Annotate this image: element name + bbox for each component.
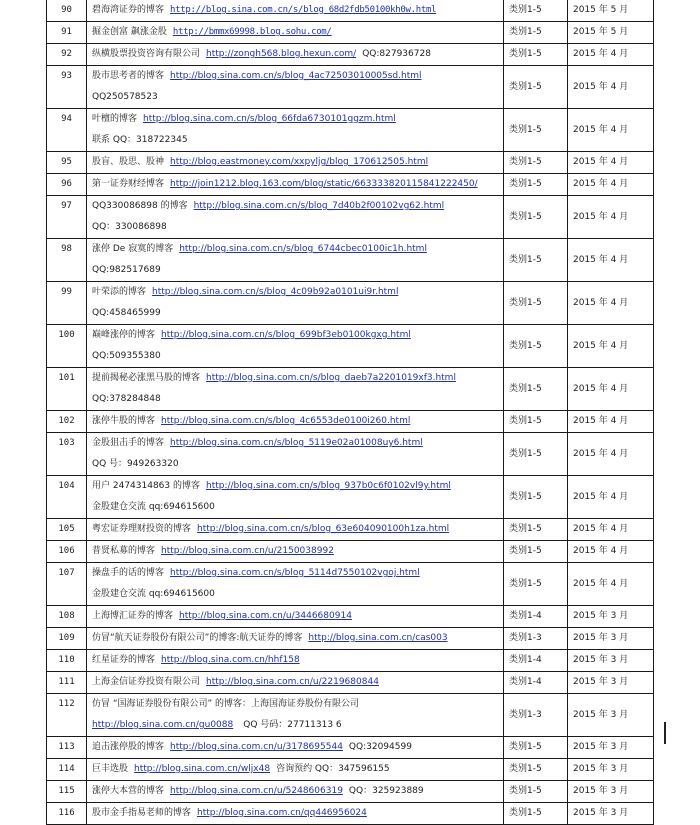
table-row [47,606,654,628]
entry-line-1 [92,239,503,260]
blog-link[interactable]: http://blog.sina.com.cn/hhf158 [161,655,300,665]
date: 2015 年 4 月 [568,476,654,519]
category: 类别1-5 [504,368,568,411]
category: 类别1-5 [504,174,568,196]
table-row [47,368,654,411]
blog-link[interactable]: http://blog.sina.com.cn/s/blog_5114d7550102vgoj.html [170,568,420,578]
date: 2015 年 3 月 [568,650,654,672]
blog-link[interactable]: http://blog.sina.com.cn/s/blog_4c09b92a0101ui9r.html [152,287,399,297]
category: 类别1-5 [504,781,568,803]
table-row [47,803,654,825]
entry-line-1 [92,433,503,454]
blog-link[interactable]: http://blog.sina.com.cn/s/blog_4c6553de0100i260.html [161,416,411,426]
blog-title: 仿冒“航天证券股份有限公司”的博客:航天证券的博客 [92,633,303,643]
blog-title: 叶荣添的博客 [92,287,147,297]
entry-line-1 [92,650,503,671]
blog-link[interactable]: http://blog.sina.com.cn/u/2150038992 [161,546,334,556]
blog-title: 掘金创富 飙涨金股 [92,27,167,37]
row-number: 102 [47,411,87,433]
blog-title: 提前揭秘必涨黑马股的博客 [92,373,201,383]
blog-title: 用户 2474314863 的博客 [92,481,200,491]
category: 类别1-5 [504,66,568,109]
blog-entry [87,239,504,282]
category: 类别1-5 [504,109,568,152]
category: 类别1-4 [504,606,568,628]
blog-title: 纵横股票投资咨询有限公司 [92,49,201,59]
blog-link[interactable]: http://zongh568.blog.hexun.com/ [206,49,357,59]
date: 2015 年 4 月 [568,109,654,152]
blog-link[interactable]: http://blog.sina.com.cn/s/blog_66fda6730101ggzm.html [143,114,396,124]
blog-link[interactable]: http://blog.sina.com.cn/u/2219680844 [206,677,379,687]
date: 2015 年 4 月 [568,66,654,109]
category: 类别1-3 [504,628,568,650]
category: 类别1-5 [504,325,568,368]
category: 类别1-5 [504,196,568,239]
blog-title: 股市思考者的博客 [92,71,165,81]
blog-entry [87,325,504,368]
table-row [47,694,654,737]
blog-entry [87,781,504,803]
table-row [47,44,654,66]
entry-line-2 [92,87,503,108]
contact-info: QQ250578523 [92,92,158,102]
entry-line-1 [92,737,503,758]
contact-info: QQ 号码：27711313 6 [243,720,342,730]
category: 类别1-5 [504,411,568,433]
entry-line-2 [92,454,503,475]
category: 类别1-5 [504,563,568,606]
table-row [47,152,654,174]
row-number: 115 [47,781,87,803]
blog-link[interactable]: http://blog.sina.com.cn/gu0088 [92,720,234,730]
blog-link[interactable]: http://blog.sina.com.cn/s/blog_68d2fdb50100kh0w.html [170,5,437,15]
row-number: 101 [47,368,87,411]
blog-entry [87,22,504,44]
blog-link[interactable]: http://blog.sina.com.cn/s/blog_63e604090100h1za.html [197,524,450,534]
blog-entry [87,563,504,606]
date: 2015 年 4 月 [568,563,654,606]
entry-line-2 [92,217,503,238]
category: 类别1-5 [504,737,568,759]
category: 类别1-5 [504,239,568,282]
entry-line-1 [92,672,503,693]
blog-entry [87,519,504,541]
blog-link[interactable]: http://blog.sina.com.cn/s/blog_daeb7a2201019xf3.html [206,373,456,383]
blog-link[interactable]: http://bmmx69998.blog.sohu.com/ [172,27,332,37]
entry-line-1 [92,152,503,173]
blog-entry [87,476,504,519]
blog-entry [87,66,504,109]
blog-link[interactable]: http://blog.sina.com.cn/cas003 [308,633,448,643]
blog-link[interactable]: http://blog.sina.com.cn/qq446956024 [197,808,367,818]
table-row [47,411,654,433]
row-number: 92 [47,44,87,66]
table-row [47,759,654,781]
blog-title: QQ330086898 的博客 [92,201,188,211]
row-number: 103 [47,433,87,476]
blog-title: 上海金信证券投资有限公司 [92,677,201,687]
blog-title: 普贤私募的博客 [92,546,156,556]
category: 类别1-3 [504,694,568,737]
entry-line-1 [92,22,503,43]
entry-line-2 [92,260,503,281]
row-number: 95 [47,152,87,174]
blog-entry [87,109,504,152]
contact-info: QQ:458465999 [92,308,161,318]
blog-title: 上海博汇证券的博客 [92,611,174,621]
entry-line-1 [92,694,503,715]
date: 2015 年 4 月 [568,239,654,282]
blog-entry [87,44,504,66]
entry-line-1 [92,109,503,130]
blog-link[interactable]: http://blog.sina.com.cn/s/blog_937b0c6f0102vl9y.html [205,481,451,491]
row-number: 110 [47,650,87,672]
row-number: 112 [47,694,87,737]
entry-line-1 [92,541,503,562]
entry-line-1 [92,411,503,432]
row-number: 93 [47,66,87,109]
row-number: 111 [47,672,87,694]
blog-entry [87,803,504,825]
table-row [47,0,654,22]
blog-title: 操盘手的话的博客 [92,568,165,578]
table-row [47,541,654,563]
date: 2015 年 3 月 [568,628,654,650]
category: 类别1-5 [504,282,568,325]
date: 2015 年 3 月 [568,781,654,803]
contact-info: QQ 号：949263320 [92,459,179,469]
row-number: 99 [47,282,87,325]
blog-list-table [46,0,654,825]
table-row [47,433,654,476]
blog-link[interactable]: http://blog.eastmoney.com/xxpyljg/blog_170612505.html [170,157,429,167]
entry-line-1 [92,325,503,346]
table-row [47,325,654,368]
blog-title: 第一证券财经博客 [92,179,165,189]
table-row [47,196,654,239]
row-number: 98 [47,239,87,282]
blog-entry [87,368,504,411]
blog-link[interactable]: http://blog.sina.com.cn/u/5248606319 [170,786,343,796]
table-row [47,239,654,282]
date: 2015 年 3 月 [568,694,654,737]
table-row [47,66,654,109]
table-row [47,519,654,541]
row-number: 106 [47,541,87,563]
date: 2015 年 3 月 [568,737,654,759]
date: 2015 年 4 月 [568,196,654,239]
entry-line-2 [92,584,503,605]
table-row [47,22,654,44]
entry-line-1 [92,174,503,195]
category: 类别1-5 [504,433,568,476]
blog-link[interactable]: http://blog.sina.com.cn/u/3446680914 [179,611,352,621]
blog-entry [87,174,504,196]
category: 类别1-5 [504,476,568,519]
blog-entry [87,628,504,650]
blog-link[interactable]: http://blog.sina.com.cn/s/blog_7d40b2f00102vg62.html [193,201,445,211]
category: 类别1-5 [504,22,568,44]
blog-title: 股盲、股思、股神 [92,157,165,167]
row-number: 100 [47,325,87,368]
category: 类别1-5 [504,0,568,22]
row-number: 109 [47,628,87,650]
blog-entry [87,152,504,174]
entry-line-1 [92,606,503,627]
blog-entry [87,737,504,759]
date: 2015 年 3 月 [568,803,654,825]
date: 2015 年 4 月 [568,325,654,368]
blog-entry [87,759,504,781]
blog-title: 涨停 De 寂寞的博客 [92,244,174,254]
table-row [47,282,654,325]
table-body [47,0,654,825]
table-row [47,628,654,650]
table-row [47,672,654,694]
blog-entry [87,541,504,563]
blog-link[interactable]: http://blog.sina.com.cn/u/3178695544 [170,742,343,752]
entry-line-2 [92,389,503,410]
category: 类别1-5 [504,152,568,174]
contact-info: 联系 QQ：318722345 [92,135,188,145]
blog-link[interactable]: http://blog.sina.com.cn/s/blog_4ac72503010005sd.html [170,71,422,81]
contact-info: QQ:982517689 [92,265,161,275]
entry-line-2 [92,497,503,518]
row-number: 107 [47,563,87,606]
blog-title: 金股狙击手的博客 [92,438,165,448]
contact-info: QQ:32094599 [348,742,412,752]
row-number: 105 [47,519,87,541]
date: 2015 年 4 月 [568,368,654,411]
date: 2015 年 4 月 [568,519,654,541]
table-row [47,476,654,519]
entry-line-1 [92,196,503,217]
date: 2015 年 4 月 [568,541,654,563]
row-number: 116 [47,803,87,825]
entry-line-1 [92,282,503,303]
blog-title: 碧海湾证券的博客 [92,5,165,15]
category: 类别1-5 [504,519,568,541]
date: 2015 年 4 月 [568,174,654,196]
blog-title: 仿冒 “国海证券股份有限公司” 的博客：上海国海证券股份有限公司 [92,699,360,709]
date: 2015 年 4 月 [568,433,654,476]
contact-info: QQ:509355380 [92,351,161,361]
blog-title: 股市金手指易老师的博客 [92,808,192,818]
blog-link[interactable]: http://blog.sina.com.cn/wljx48 [134,764,271,774]
entry-line-1 [92,44,503,65]
contact-info: 金股建仓交流 qq:694615600 [92,589,215,599]
blog-title: 叶檀的博客 [92,114,138,124]
date: 2015 年 4 月 [568,411,654,433]
category: 类别1-5 [504,759,568,781]
category: 类别1-5 [504,803,568,825]
table-row [47,737,654,759]
blog-title: 涨停大本营的博客 [92,786,165,796]
blog-link[interactable]: http://blog.sina.com.cn/s/blog_6744cbec0100ic1h.html [179,244,427,254]
date: 2015 年 3 月 [568,672,654,694]
blog-title: 巅峰涨停的博客 [92,330,156,340]
table-row [47,109,654,152]
row-number: 104 [47,476,87,519]
blog-link[interactable]: http://blog.sina.com.cn/s/blog_5119e02a01008uy6.html [170,438,423,448]
date: 2015 年 5 月 [568,0,654,22]
entry-line-1 [92,563,503,584]
blog-title: 巨丰选股 [92,764,129,774]
table-row [47,174,654,196]
date: 2015 年 4 月 [568,152,654,174]
entry-line-2 [92,130,503,151]
entry-line-1 [92,519,503,540]
blog-entry [87,411,504,433]
date: 2015 年 5 月 [568,22,654,44]
entry-line-2 [92,715,503,736]
entry-line-1 [92,476,503,497]
row-number: 90 [47,0,87,22]
blog-link[interactable]: http://blog.sina.com.cn/s/blog_699bf3eb0100kgxg.html [161,330,411,340]
entry-line-1 [92,368,503,389]
row-number: 114 [47,759,87,781]
entry-line-1 [92,66,503,87]
blog-entry [87,0,504,22]
table-row [47,650,654,672]
category: 类别1-5 [504,44,568,66]
date: 2015 年 3 月 [568,759,654,781]
entry-line-2 [92,346,503,367]
blog-entry [87,196,504,239]
contact-info: QQ：325923889 [348,786,424,796]
date: 2015 年 4 月 [568,44,654,66]
entry-line-2 [92,303,503,324]
blog-title: 红星证券的博客 [92,655,156,665]
contact-info: 金股建仓交流 qq:694615600 [92,502,215,512]
entry-line-1 [92,781,503,802]
date: 2015 年 3 月 [568,606,654,628]
contact-info: QQ:827936728 [362,49,431,59]
text-cursor [664,722,666,744]
blog-title: 粤宏证券理财投资的博客 [92,524,192,534]
blog-title: 涨停牛股的博客 [92,416,156,426]
row-number: 108 [47,606,87,628]
blog-entry [87,672,504,694]
entry-line-1 [92,628,503,649]
contact-info: 咨询预约 QQ：347596155 [276,764,390,774]
blog-entry [87,606,504,628]
blog-link[interactable]: http://join1212.blog.163.com/blog/static/663333820115841222450/ [170,179,478,189]
entry-line-1 [92,803,503,824]
entry-line-1 [92,759,503,780]
blog-entry [87,694,504,737]
row-number: 96 [47,174,87,196]
blog-title: 追击涨停股的博客 [92,742,165,752]
contact-info: QQ：330086898 [92,222,167,232]
row-number: 97 [47,196,87,239]
row-number: 113 [47,737,87,759]
entry-line-1 [92,0,503,21]
blog-entry [87,282,504,325]
contact-info: QQ:378284848 [92,394,161,404]
category: 类别1-4 [504,650,568,672]
category: 类别1-4 [504,672,568,694]
row-number: 91 [47,22,87,44]
blog-entry [87,650,504,672]
blog-entry [87,433,504,476]
date: 2015 年 4 月 [568,282,654,325]
table-row [47,781,654,803]
category: 类别1-5 [504,541,568,563]
row-number: 94 [47,109,87,152]
table-row [47,563,654,606]
